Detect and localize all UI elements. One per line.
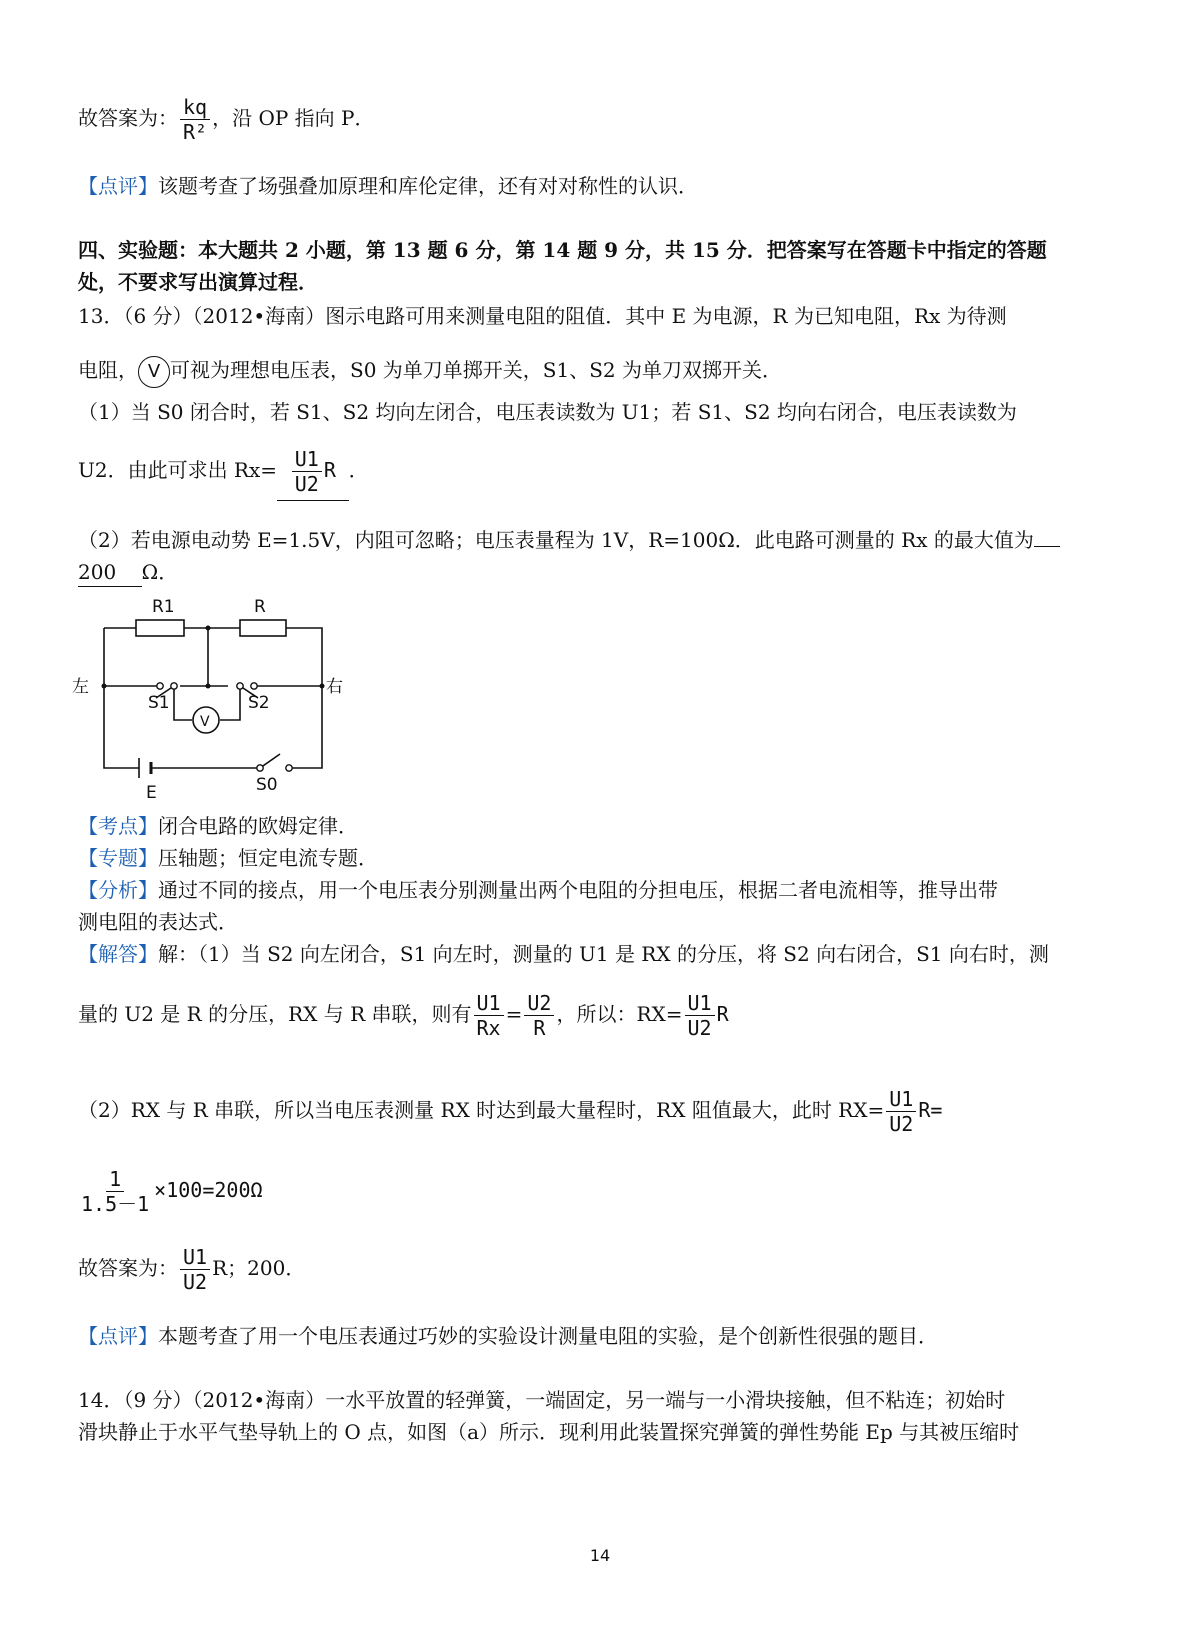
label-left: 左	[72, 677, 89, 697]
q13-line1: 13．（6 分）（2012•海南）图示电路可用来测量电阻的阻值．其中 E 为电源，R 为已知电阻，Rx 为待测	[78, 304, 1007, 328]
page-number: 14	[589, 1546, 611, 1565]
q13-jieda-line2: 量的 U2 是 R 的分压，RX 与 R 串联，则有 $\frac{U1}{Rx}$ = $\frac{U2}{R}$ ，所以：RX= $\frac{U1}{U2}$ R	[78, 991, 729, 1040]
label-r1: R1	[152, 597, 175, 617]
comment-tag: 【点评】	[78, 174, 158, 198]
q13-fenxi-line1: 【分析】通过不同的接点，用一个电压表分别测量出两个电阻的分担电压，根据二者电流相等，推导出带	[78, 878, 998, 902]
label-e: E	[146, 783, 157, 803]
label-v: V	[200, 714, 210, 730]
q13-fenxi-line2: 测电阻的表达式．	[78, 910, 238, 934]
label-right: 右	[326, 677, 343, 697]
q13-answer: 故答案为： $\frac{U1}{U2}$ R；200．	[78, 1245, 306, 1294]
q14-line2: 滑块静止于水平气垫导轨上的 O 点，如图（a）所示．现利用此装置探究弹簧的弹性势能 Ep 与其被压缩时	[78, 1420, 1020, 1444]
section-title-line1: 四、实验题：本大题共 2 小题，第 13 题 6 分，第 14 题 9 分，共 15 分．把答案写在答题卡中指定的答题	[78, 238, 1047, 262]
voltmeter-symbol: V	[138, 356, 170, 388]
q13-jieda-part2: （2）RX 与 R 串联，所以当电压表测量 RX 时达到最大量程时，RX 阻值最大，此时 RX= $\frac{U1}{U2}$ R=	[78, 1087, 943, 1136]
prev-answer-fraction: $\frac{kq}{\text{R²}}$	[180, 95, 210, 144]
label-s2: S2	[248, 693, 270, 713]
label-s0: S0	[256, 775, 278, 795]
q13-part1-line2: U2．由此可求出 Rx= $\frac{U1}{U2}$ R ．	[78, 440, 369, 500]
label-s1: S1	[148, 693, 170, 713]
section-title-line2: 处，不要求写出演算过程．	[78, 270, 318, 294]
q13-line2: 电阻， V 可视为理想电压表，S0 为单刀单掷开关，S1、S2 为单刀双掷开关．	[78, 348, 782, 392]
q13-kaodian: 【考点】闭合电路的欧姆定律．	[78, 814, 358, 838]
q13-comment: 【点评】本题考查了用一个电压表通过巧妙的实验设计测量电阻的实验，是个创新性很强的题目．	[78, 1324, 938, 1348]
q13-part2-line1: （2）若电源电动势 E=1.5V，内阻可忽略；电压表量程为 1V，R=100Ω．此电路可测量的 Rx 的最大值为	[78, 526, 1060, 554]
prev-answer-line: 故答案为： $\frac{kq}{\text{R²}}$ ，沿 OP 指向 P．	[78, 95, 375, 144]
label-r: R	[254, 597, 266, 617]
q13-jieda-part3: $\frac{1}{1.5-1}$ ×100=200Ω	[81, 1167, 263, 1216]
q13-part2-line2: 200 Ω．	[78, 558, 178, 587]
q13-part1-line1: （1）当 S0 闭合时，若 S1、S2 均向左闭合，电压表读数为 U1；若 S1、S2 均向右闭合，电压表读数为	[78, 400, 1017, 424]
circuit-diagram	[70, 592, 370, 804]
q13-jieda-line1: 【解答】解：（1）当 S2 向左闭合，S1 向左时，测量的 U1 是 RX 的分压，将 S2 向右闭合，S1 向右时，测	[78, 942, 1049, 966]
part2-answer: 200	[78, 558, 142, 587]
part1-answer-blank: $\frac{U1}{U2}$ R	[277, 440, 349, 501]
q13-zhuanti: 【专题】压轴题；恒定电流专题．	[78, 846, 378, 870]
part1-fraction: $\frac{U1}{U2}$	[292, 447, 322, 496]
q14-line1: 14．（9 分）（2012•海南）一水平放置的轻弹簧，一端固定，另一端与一小滑块接触，但不粘连；初始时	[78, 1388, 1006, 1412]
prev-comment: 【点评】该题考查了场强叠加原理和库伦定律，还有对对称性的认识．	[78, 174, 698, 198]
